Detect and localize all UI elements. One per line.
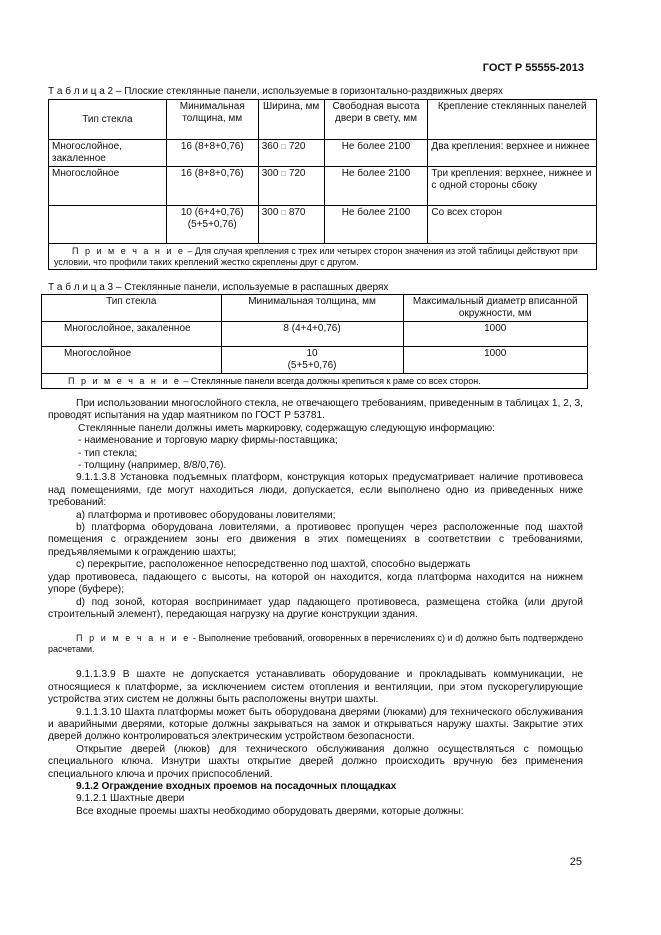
paragraph: 9.1.1.3.9 В шахте не допускается устанавливать оборудование и прокладывать коммуникации, не относящиеся к платформе, за исключением систем отопления и вентиляции, при этом пускорегулирующие устройства этих систем не должны быть расположены внутри шахты. xyxy=(48,669,583,706)
table2-cell-width xyxy=(258,140,324,167)
range-square-icon: □ xyxy=(281,208,287,217)
table-row xyxy=(42,322,588,347)
table2-note-label: П р и м е ч а н и е xyxy=(72,246,185,256)
list-item: c) перекрытие, расположенное непосредственно под шахтой, способно выдержать xyxy=(76,559,471,571)
table2-cell-width xyxy=(258,167,324,206)
table2-note xyxy=(49,244,597,270)
table3-header-type: Тип стекла xyxy=(42,295,222,322)
table3-header-row xyxy=(42,295,588,322)
table3-cell-type: Многослойное, закаленное xyxy=(42,322,222,347)
width-from: 360 xyxy=(261,141,279,152)
table2-caption-text: 2 – Плоские стеклянные панели, используемые в горизонтально-раздвижных дверях xyxy=(104,86,504,97)
body-note-label: П р и м е ч а н и е xyxy=(76,633,191,644)
table2 xyxy=(48,99,597,270)
paragraph: удар противовеса, падающего с высоты, на которой он находится, когда платформа находится на нижнем упоре (буфере); xyxy=(48,571,583,596)
table2-caption xyxy=(48,86,503,97)
table2-cell-height: Не более 2100 xyxy=(324,140,428,167)
paragraph: При использовании многослойного стекла, не отвечающего требованиям, приведенным в таблицах 1, 2, 3, проводят испытания на удар маятником по ГОСТ Р 53781. xyxy=(48,398,583,422)
width-to: 720 xyxy=(288,168,306,179)
table3-note-text: – Стеклянные панели всегда должны крепиться к раме со всех сторон. xyxy=(180,376,481,386)
body-text xyxy=(48,398,583,818)
table2-header-type: Тип стекла xyxy=(49,100,167,140)
page-number: 25 xyxy=(569,856,582,868)
table2-header-width: Ширина, мм xyxy=(258,100,324,140)
table2-header-mount: Крепление стеклянных панелей xyxy=(428,100,597,140)
table2-header-row xyxy=(49,100,597,140)
range-square-icon: □ xyxy=(281,169,287,178)
table3-note-row xyxy=(42,374,588,389)
width-from: 300 xyxy=(261,207,279,218)
table2-cell-width xyxy=(258,206,324,244)
table-row xyxy=(49,167,597,206)
table2-cell-type xyxy=(49,206,167,244)
table-row xyxy=(42,347,588,374)
table2-header-thickness: Минимальная толщина, мм xyxy=(166,100,258,140)
table3-caption-label: Т а б л и ц а xyxy=(48,282,105,293)
table3-header-thickness: Минимальная толщина, мм xyxy=(221,295,403,322)
table-row xyxy=(49,140,597,167)
table3-note-label: П р и м е ч а н и е xyxy=(68,376,181,386)
paragraph: 9.1.1.3.10 Шахта платформы может быть оборудована дверями (люками) для технического обслуживания и аварийными дверями, которые должны закрываться на замок и открываться наружу шахты. Закрытие этих дверей должно контролироваться электрическим устройством безопасности. xyxy=(48,706,583,743)
table2-cell-height: Не более 2100 xyxy=(324,167,428,206)
table2-cell-type: Многослойное, закаленное xyxy=(49,140,167,167)
document-id: ГОСТ Р 55555-2013 xyxy=(482,62,584,74)
table3-cell-thickness: 10 (5+5+0,76) xyxy=(221,347,403,374)
subsection-heading: 9.1.2.1 Шахтные двери xyxy=(76,793,185,805)
table2-header-height: Свободная высота двери в свету, мм xyxy=(324,100,428,140)
paragraph: Все входные проемы шахты необходимо оборудовать дверями, которые должны: xyxy=(76,805,464,817)
table2-cell-mount: Три крепления: верхнее, нижнее и с одной стороны сбоку xyxy=(428,167,597,206)
table3-header-diameter: Максимальный диаметр вписанной окружности, мм xyxy=(403,295,587,322)
table2-cell-thickness: 16 (8+8+0,76) xyxy=(166,167,258,206)
table2-cell-type: Многослойное xyxy=(49,167,167,206)
section-heading: 9.1.2 Ограждение входных проемов на посадочных площадках xyxy=(76,780,397,792)
list-item: b) платформа оборудована ловителями, а противовес пропущен через расположенные под шахтой помещения с ограждением зоны его движения в этих помещениях в соответствии с требованиями, предъявляемыми к ограждению шахты; xyxy=(48,522,583,558)
table2-cell-thickness: 16 (8+8+0,76) xyxy=(166,140,258,167)
table3-cell-diameter: 1000 xyxy=(403,347,587,374)
table3-caption-text: 3 – Стеклянные панели, используемые в распашных дверях xyxy=(104,282,389,293)
list-item: - тип стекла; xyxy=(78,447,138,459)
table2-cell-mount: Со всех сторон xyxy=(428,206,597,244)
table2-cell-thickness: 10 (6+4+0,76) (5+5+0,76) xyxy=(166,206,258,244)
width-to: 870 xyxy=(288,207,306,218)
table3-caption xyxy=(48,282,388,293)
range-square-icon: □ xyxy=(281,142,287,151)
table3-note xyxy=(42,374,588,389)
list-item: - толщину (например, 8/8/0,76). xyxy=(78,460,227,472)
table3-cell-diameter: 1000 xyxy=(403,322,587,347)
list-item: а) платформа и противовес оборудованы ловителями; xyxy=(76,509,336,521)
table3 xyxy=(41,294,588,389)
table2-cell-height: Не более 2100 xyxy=(324,206,428,244)
paragraph: Открытие дверей (люков) для технического обслуживания должно осуществляться с помощью специального ключа. Изнутри шахты открытие дверей должно происходить вручную без применения специального ключа и прочих приспособлений. xyxy=(48,743,583,780)
paragraph: Стеклянные панели должны иметь маркировку, содержащую следующую информацию: xyxy=(78,422,495,434)
width-to: 720 xyxy=(288,141,306,152)
body-note xyxy=(48,633,583,655)
table2-note-text: – Для случая крепления с трех или четырех сторон значения из этой таблицы действуют при условии, что профили таких креплений жестко скреплены друг с другом. xyxy=(54,246,578,267)
list-item: - наименование и торговую марку фирмы-поставщика; xyxy=(78,435,338,447)
table-row xyxy=(49,206,597,244)
width-from: 300 xyxy=(261,168,279,179)
list-item: d) под зоной, которая воспринимает удар падающего противовеса, размещена стойка (или другой строительный элемент), передающая нагрузку на другие конструкции здания. xyxy=(48,596,583,620)
table2-cell-mount: Два крепления: верхнее и нижнее xyxy=(428,140,597,167)
table3-cell-thickness: 8 (4+4+0,76) xyxy=(221,322,403,347)
body-note-text: - Выполнение требований, оговоренных в перечислениях c) и d) должно быть подтверждено расчетами. xyxy=(48,633,583,655)
table2-note-row xyxy=(49,244,597,270)
paragraph: 9.1.1.3.8 Установка подъемных платформ, конструкция которых предусматривает наличие противовеса над помещениями, где могут находиться люди, допускается, если выполнено одно из приведенных ниже требований: xyxy=(48,472,583,509)
table2-caption-label: Т а б л и ц а xyxy=(48,86,105,97)
table3-cell-type: Многослойное xyxy=(42,347,222,374)
